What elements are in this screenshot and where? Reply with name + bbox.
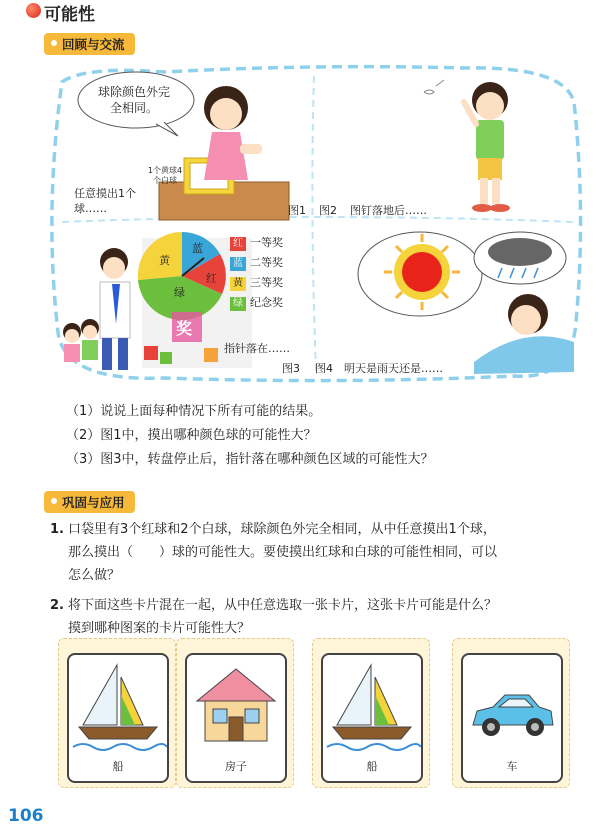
- fig4-label: 图4: [315, 362, 333, 375]
- exercise-2-number: 2.: [50, 598, 64, 613]
- exercise-1-line-1: 口袋里有3个红球和2个白球，球除颜色外完全相同，从中任意摸出1个球，: [68, 522, 496, 537]
- legend-swatch-yellow: 黄: [230, 277, 246, 291]
- section-title: 可能性: [44, 5, 95, 25]
- exercise-1-line-2: 那么摸出（ ）球的可能性大。要使摸出红球和白球的可能性相同，可以: [68, 545, 498, 560]
- wheel-label-blue: 蓝: [192, 242, 203, 255]
- card-label-3: 船: [366, 760, 378, 773]
- red-ball-icon: [26, 3, 41, 18]
- card-house: [185, 653, 287, 783]
- house-icon: [187, 655, 285, 755]
- review-section-label: 回顾与交流: [44, 33, 135, 55]
- card-car: [461, 653, 563, 783]
- fig2-label: 图2: [319, 204, 337, 217]
- sailboat-icon: [69, 655, 167, 755]
- card-sailboat-2: [321, 653, 423, 783]
- exercise-1-number: 1.: [50, 522, 64, 537]
- fig1-speech-bubble: 球除颜色外完全相同。: [97, 85, 170, 115]
- card-sailboat-1: [67, 653, 169, 783]
- card-label-2: 房子: [225, 760, 247, 773]
- legend-swatch-blue: 蓝: [230, 257, 246, 271]
- legend-prize-3: 三等奖: [250, 276, 283, 289]
- prize-character: 奖: [176, 319, 193, 338]
- card-frame-2: [176, 638, 294, 788]
- exercise-1: [50, 518, 590, 587]
- legend-prize-2: 二等奖: [250, 256, 283, 269]
- sailboat-icon: [323, 655, 421, 755]
- legend-prize-4: 纪念奖: [250, 296, 283, 309]
- question-3: （3）图3中，转盘停止后，指针落在哪种颜色区域的可能性大？: [66, 452, 434, 467]
- fig1-box-label: 1个黄球4个白球: [147, 166, 183, 185]
- fig3-caption: 指针落在……: [224, 342, 290, 355]
- wheel-label-yellow: 黄: [159, 254, 170, 267]
- prize-legend: [230, 234, 283, 311]
- card-frame-4: [452, 638, 570, 788]
- card-frame-1: [58, 638, 176, 788]
- question-1: （1）说说上面每种情况下所有可能的结果。: [66, 404, 322, 419]
- fig2-caption: 图钉落地后……: [350, 204, 427, 217]
- legend-swatch-green: 绿: [230, 297, 246, 311]
- exercise-2-line-2: 摸到哪种图案的卡片可能性大？: [68, 621, 251, 636]
- wheel-label-green: 绿: [174, 286, 185, 299]
- wheel-label-red: 红: [206, 272, 217, 285]
- legend-prize-1: 一等奖: [250, 236, 283, 249]
- apply-section-label: 巩固与应用: [44, 491, 135, 513]
- fig4-caption: 明天是雨天还是……: [344, 362, 443, 375]
- fig1-label: 图1: [288, 204, 306, 217]
- exercise-2-line-1: 将下面这些卡片混在一起，从中任意选取一张卡片，这张卡片可能是什么？: [68, 598, 498, 613]
- card-label-4: 车: [506, 760, 518, 773]
- page-number: 106: [8, 806, 44, 826]
- illustration-panel: [44, 62, 586, 384]
- question-2: （2）图1中，摸出哪种颜色球的可能性大？: [66, 428, 317, 443]
- exercise-2: [50, 594, 590, 640]
- fig3-label: 图3: [282, 362, 300, 375]
- card-frame-3: [312, 638, 430, 788]
- legend-swatch-red: 红: [230, 237, 246, 251]
- fig1-caption: 任意摸出1个球……: [74, 187, 136, 215]
- exercise-1-line-3: 怎么做？: [68, 568, 121, 583]
- car-icon: [463, 655, 561, 755]
- card-label-1: 船: [112, 760, 124, 773]
